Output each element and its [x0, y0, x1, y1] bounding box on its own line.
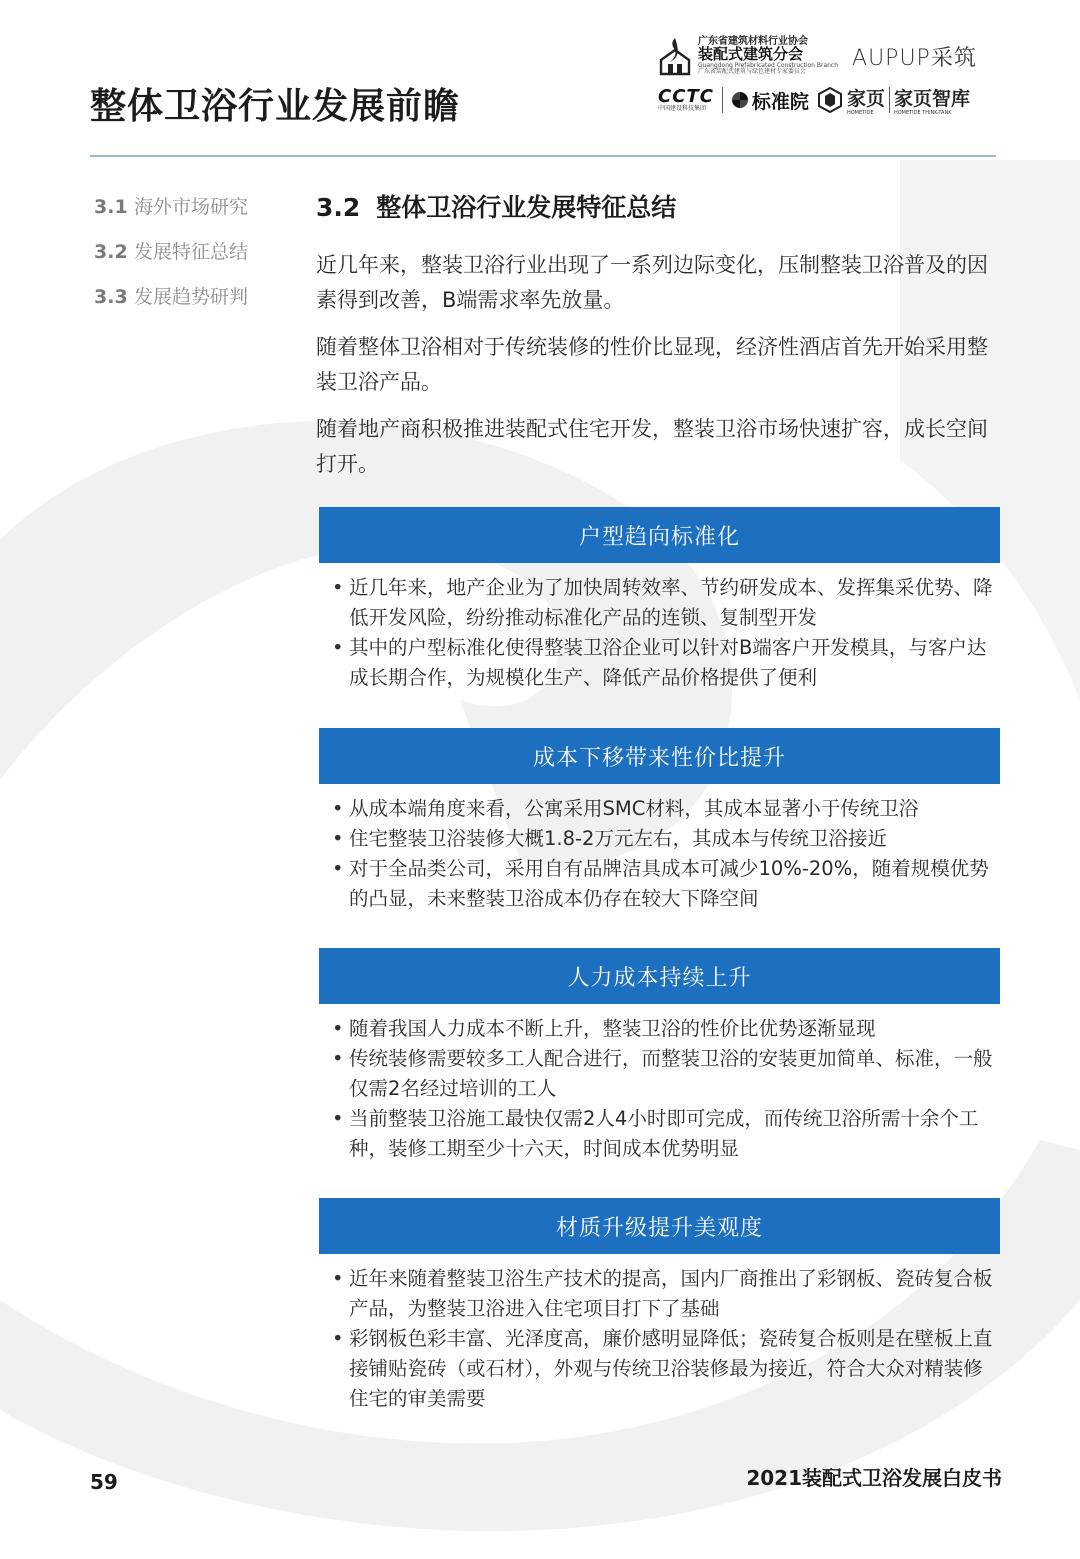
cctc-mark: CCTC [658, 86, 714, 107]
intro-paragraph: 近几年来，整装卫浴行业出现了一系列边际变化，压制整装卫浴普及的因素得到改善，B端需求率先放量。 [316, 253, 988, 312]
hometide-cn2: 家页智库 [893, 88, 970, 110]
bullet-item: • 对于全品类公司，采用自有品牌洁具成本可减少10%-20%，随着规模优势的凸显，未来整装卫浴成本仍存在较大下降空间 [329, 854, 1000, 914]
card-bullets [319, 563, 1000, 693]
gdbia-line4: 广东省装配式建筑与绿色建材专家委员会 [698, 68, 807, 76]
logo-divider [722, 87, 723, 113]
pinwheel-icon [731, 91, 749, 109]
section-number: 3.2 [316, 193, 361, 222]
bullet-item: • 近几年来，地产企业为了加快周转效率、节约研发成本、发挥集采优势、降低开发风险，纷纷推动标准化产品的连锁、复制型开发 [329, 573, 1000, 633]
nav-item-label: 海外市场研究 [134, 196, 249, 218]
page-number: 59 [90, 1470, 118, 1494]
bullet-item: • 近年来随着整装卫浴生产技术的提高，国内厂商推出了彩钢板、瓷砖复合板产品，为整装卫浴进入住宅项目打下了基础 [329, 1264, 1000, 1324]
hometide-en2: HOMETIDE THINK-TANK [893, 110, 952, 116]
cctc-sub: 中国建设科技集团 [658, 105, 707, 112]
hexagon-icon [817, 87, 843, 113]
page-title: 整体卫浴行业发展前瞻 [90, 86, 461, 127]
bullet-item: • 从成本端角度来看，公寓采用SMC材料，其成本显著小于传统卫浴 [329, 794, 1000, 824]
nav-item-3-3[interactable] [94, 282, 248, 309]
header-divider [90, 155, 996, 157]
bullet-item: • 彩钢板色彩丰富、光泽度高，廉价感明显降低；瓷砖复合板则是在壁板上直接铺贴瓷砖（或石材），外观与传统卫浴装修最为接近，符合大众对精装修住宅的审美需要 [329, 1324, 1000, 1414]
nav-item-label: 发展趋势研判 [134, 286, 249, 308]
feature-card-cost [319, 728, 1000, 914]
card-title: 材质升级提升美观度 [319, 1198, 1000, 1254]
book-title: 2021装配式卫浴发展白皮书 [746, 1466, 1002, 1490]
standard-institute-logo [731, 87, 809, 114]
nav-item-number: 3.1 [94, 196, 128, 218]
nav-item-number: 3.3 [94, 286, 128, 308]
card-title: 人力成本持续上升 [319, 948, 1000, 1004]
section-title: 整体卫浴行业发展特征总结 [376, 193, 677, 222]
card-bullets [319, 1004, 1000, 1164]
gdbia-logo [658, 36, 838, 76]
bullet-item: • 其中的户型标准化使得整装卫浴企业可以针对B端客户开发模具，与客户达成长期合作，为规模化生产、降低产品价格提供了便利 [329, 633, 1000, 693]
feature-card-standardization [319, 507, 1000, 693]
nav-item-number: 3.2 [94, 241, 128, 263]
standard-institute-label: 标准院 [751, 90, 809, 113]
partner-logos [658, 36, 1018, 132]
gdbia-line2: 装配式建筑分会 [698, 45, 804, 64]
hometide-en1: HOMETIDE [846, 110, 874, 116]
gdbia-line3: Guangdong Prefabricated Construction Branch [698, 61, 839, 69]
intro-paragraph: 随着整体卫浴相对于传统装修的性价比显现，经济性酒店首先开始采用整装卫浴产品。 [316, 335, 988, 394]
bullet-item: • 传统装修需要较多工人配合进行，而整装卫浴的安装更加简单、标准，一般仅需2名经过培训的工人 [329, 1044, 1000, 1104]
nav-item-3-1[interactable] [94, 192, 248, 219]
section-heading [316, 188, 676, 224]
intro-text [316, 248, 1006, 494]
nav-item-label: 发展特征总结 [134, 241, 249, 263]
card-title: 户型趋向标准化 [319, 507, 1000, 563]
hometide-cn: 家页 [846, 88, 885, 110]
intro-paragraph: 随着地产商积极推进装配式住宅开发，整装卫浴市场快速扩容，成长空间打开。 [316, 417, 988, 476]
flame-house-icon [658, 36, 692, 76]
cctc-logo [658, 88, 714, 112]
aupup-logo: AUPUP采筑 [852, 45, 977, 71]
card-bullets [319, 1254, 1000, 1414]
section-nav [94, 192, 248, 327]
nav-item-3-2[interactable] [94, 237, 248, 264]
card-bullets [319, 784, 1000, 914]
card-title: 成本下移带来性价比提升 [319, 728, 1000, 784]
feature-card-labor [319, 948, 1000, 1164]
gdbia-line1: 广东省建筑材料行业协会 [698, 35, 808, 47]
bullet-item: • 当前整装卫浴施工最快仅需2人4小时即可完成，而传统卫浴所需十余个工种，装修工期至少十六天，时间成本优势明显 [329, 1104, 1000, 1164]
feature-card-materials [319, 1198, 1000, 1414]
bullet-item: • 住宅整装卫浴装修大概1.8-2万元左右，其成本与传统卫浴接近 [329, 824, 1000, 854]
logo-divider [889, 87, 890, 113]
hometide-logo [817, 84, 970, 116]
bullet-item: • 随着我国人力成本不断上升，整装卫浴的性价比优势逐渐显现 [329, 1014, 1000, 1044]
